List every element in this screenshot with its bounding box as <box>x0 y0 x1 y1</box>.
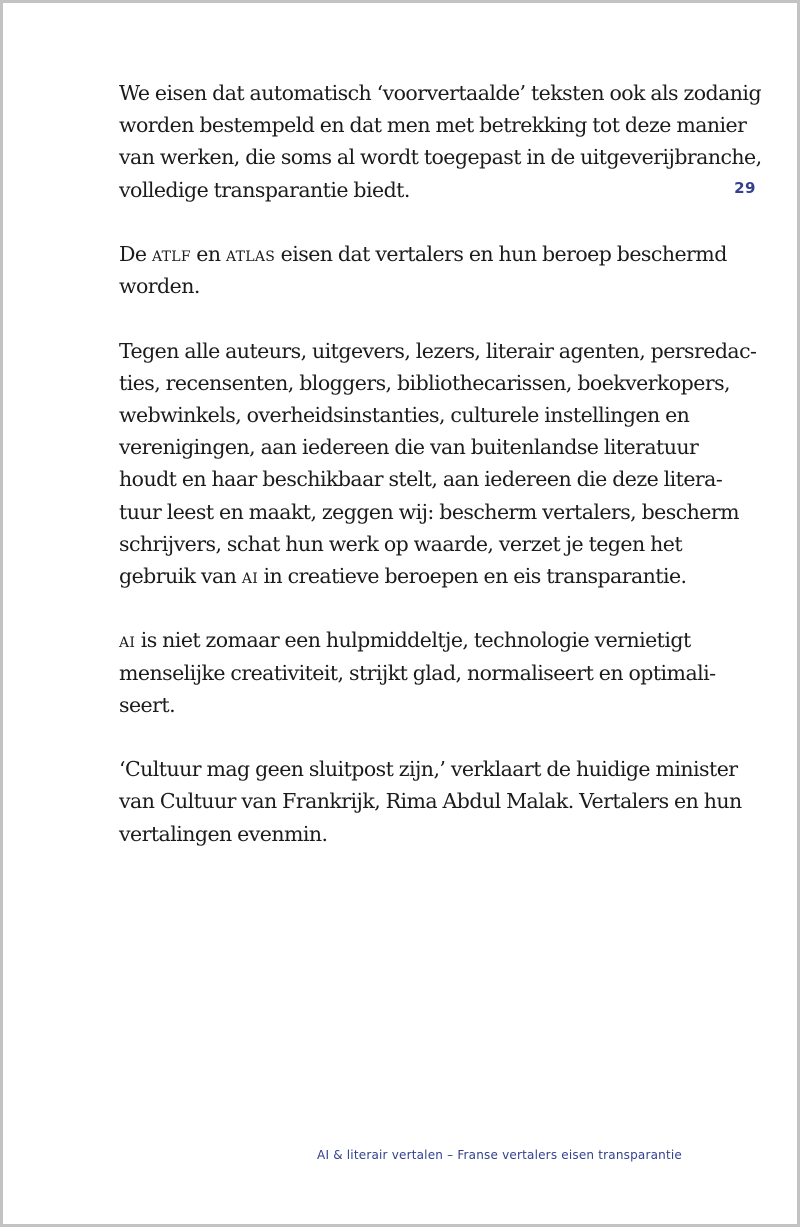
acronym: ai <box>119 628 136 653</box>
text-line <box>119 496 740 528</box>
paragraph <box>119 624 716 721</box>
text-line <box>119 463 723 495</box>
text-segment: is niet zomaar een hulpmiddeltje, technologie vernietigt <box>135 628 691 653</box>
text-segment: Tegen alle auteurs, uitgevers, lezers, literair agenten, persredac- <box>119 338 757 363</box>
text-segment: tuur leest en maakt, zeggen wij: bescherm vertalers, bescherm <box>119 499 740 524</box>
text-segment: van Cultuur van Frankrijk, Rima Abdul Malak. Vertalers en hun <box>119 789 742 814</box>
text-line <box>119 77 762 109</box>
text-segment: De <box>119 242 152 266</box>
text-segment: houdt en haar beschikbaar stelt, aan iedereen die deze litera- <box>119 467 723 492</box>
paragraph <box>119 238 727 302</box>
text-line <box>119 624 699 656</box>
acronym: atlas <box>226 242 276 266</box>
text-segment: gebruik van <box>119 564 242 589</box>
text-segment: ties, recensenten, bloggers, bibliothecarissen, boekverkopers, <box>119 370 731 395</box>
text-line <box>119 560 699 592</box>
text-segment: webwinkels, overheidsinstanties, culturele instellingen en <box>119 403 690 427</box>
text-line <box>119 689 699 721</box>
text-segment: verenigingen, aan iedereen die van buitenlandse literatuur <box>119 435 699 460</box>
acronym: atlf <box>151 242 191 266</box>
text-line <box>119 335 757 367</box>
text-segment: worden. <box>119 274 200 299</box>
text-segment: worden bestempeld en dat men met betrekking tot deze manier <box>119 113 747 138</box>
text-segment: ‘Cultuur mag geen sluitpost zijn,’ verklaart de huidige minister <box>119 757 738 782</box>
text-segment: schrijvers, schat hun werk op waarde, verzet je tegen het <box>119 531 683 556</box>
text-segment: in creatieve beroepen en eis transparantie. <box>258 564 687 589</box>
text-segment: seert. <box>119 692 176 717</box>
text-line <box>119 141 762 173</box>
text-line <box>119 270 699 302</box>
page-number: 29 <box>734 179 756 197</box>
text-line <box>119 238 727 270</box>
text-segment: vertalingen evenmin. <box>119 821 328 846</box>
paragraph <box>119 753 742 850</box>
text-segment: We eisen dat automatisch ‘voorvertaalde’ teksten ook als zodanig <box>119 81 762 105</box>
paragraph <box>119 335 757 593</box>
text-segment: eisen dat vertalers en hun beroep beschermd <box>275 242 727 266</box>
text-segment: menselijke creativiteit, strijkt glad, normaliseert en optimali- <box>119 660 716 685</box>
text-segment: en <box>190 242 227 266</box>
text-line <box>119 431 699 463</box>
text-line <box>119 399 699 431</box>
acronym: ai <box>241 564 259 589</box>
running-footer: AI & literair vertalen – Franse vertalers eisen transparantie <box>317 1148 682 1162</box>
text-line <box>119 753 738 785</box>
text-line <box>119 657 716 689</box>
text-line <box>119 818 699 850</box>
text-line <box>119 367 731 399</box>
text-line <box>119 528 699 560</box>
text-line <box>119 174 699 206</box>
text-segment: volledige transparantie biedt. <box>119 177 410 202</box>
text-segment: van werken, die soms al wordt toegepast in de uitgeverijbranche, <box>119 145 762 170</box>
text-line <box>119 109 747 141</box>
text-line <box>119 785 742 817</box>
